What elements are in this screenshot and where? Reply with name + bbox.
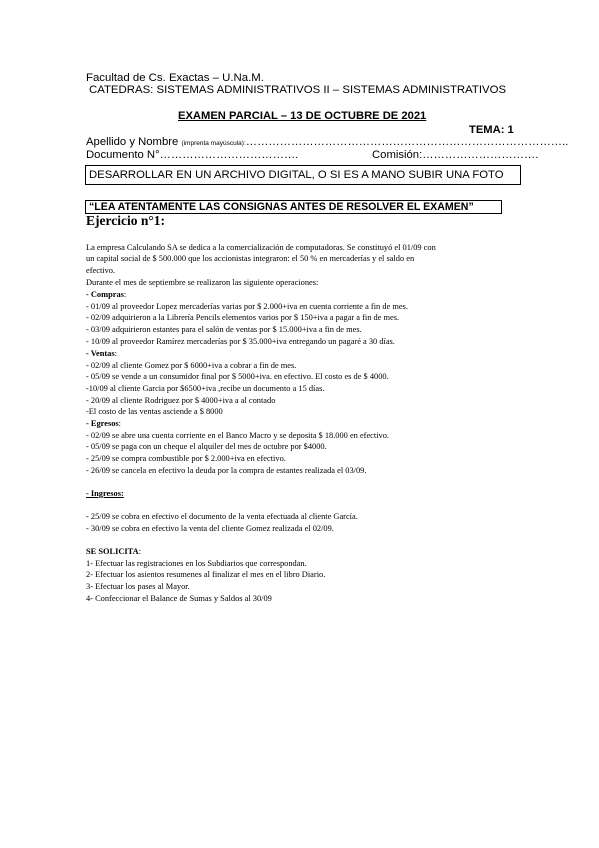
faculty-line: Facultad de Cs. Exactas – U.Na.M. bbox=[86, 72, 264, 84]
chairs-line: CATEDRAS: SISTEMAS ADMINISTRATIVOS II – SISTEMAS ADMINISTRATIVOS bbox=[89, 84, 507, 96]
ingresos-item: - 25/09 se cobra en efectivo el documento de la venta efectuada al cliente García. bbox=[86, 512, 358, 521]
intro-line: La empresa Calculando SA se dedica a la comercialización de computadoras. Se constituyó el 01/09 con bbox=[86, 243, 436, 252]
document-dots: ………………………………. bbox=[159, 149, 299, 161]
solicita-item: 3- Efectuar los pases al Mayor. bbox=[86, 582, 190, 591]
compras-item: - 03/09 adquirieron estantes para el salón de ventas por $ 15.000+iva a fin de mes. bbox=[86, 325, 362, 334]
exam-title: EXAMEN PARCIAL – 13 DE OCTUBRE DE 2021 bbox=[178, 110, 427, 122]
compras-heading bbox=[86, 290, 126, 299]
warning-box bbox=[85, 200, 502, 214]
solicita-heading bbox=[86, 547, 141, 556]
document-label: Documento N° bbox=[86, 149, 160, 161]
solicita-item: 1- Efectuar las registraciones en los Subdiarios que correspondan. bbox=[86, 559, 307, 568]
solicita-item: 4- Confeccionar el Balance de Sumas y Saldos al 30/09 bbox=[86, 594, 272, 603]
exercise-title: Ejercicio n°1: bbox=[86, 213, 166, 228]
tema-label: TEMA: 1 bbox=[469, 124, 514, 136]
name-label: Apellido y Nombre bbox=[86, 136, 179, 148]
name-field bbox=[86, 136, 568, 148]
ventas-item: - 20/09 al cliente Rodriguez por $ 4000+iva a al contado bbox=[86, 396, 276, 405]
solicita-heading-text: SE SOLICITA bbox=[86, 547, 139, 556]
solicita-item: 2- Efectuar los asientos resumenes al finalizar el mes en el libro Diario. bbox=[86, 570, 326, 579]
ventas-item: - 05/09 se vende a un consumidor final por $ 5000+iva. en efectivo. El costo es de $ 4000. bbox=[86, 372, 389, 381]
ventas-heading-text: - Ventas bbox=[86, 349, 115, 358]
ventas-item: -El costo de las ventas asciende a $ 8000 bbox=[86, 407, 223, 416]
ventas-item: - 02/09 al cliente Gomez por $ 6000+iva a cobrar a fin de mes. bbox=[86, 361, 297, 370]
egresos-item: - 05/09 se paga con un cheque el alquiler del mes de octubre por $4000. bbox=[86, 442, 327, 451]
commission-dots: …………………………. bbox=[422, 149, 539, 161]
intro-line: efectivo. bbox=[86, 266, 116, 275]
instruction-text: DESARROLLAR EN UN ARCHIVO DIGITAL, O SI ES A MANO SUBIR UNA FOTO bbox=[89, 169, 504, 181]
document-field bbox=[86, 149, 298, 161]
egresos-item: - 02/09 se abre una cuenta corriente en el Banco Macro y se deposita $ 18.000 en efectivo. bbox=[86, 431, 390, 440]
compras-heading-text: - Compras bbox=[86, 290, 124, 299]
egresos-item: - 26/09 se cancela en efectivo la deuda por la compra de estantes realizada el 03/09. bbox=[86, 466, 367, 475]
egresos-heading bbox=[86, 419, 121, 428]
warning-text: “LEA ATENTAMENTE LAS CONSIGNAS ANTES DE RESOLVER EL EXAMEN” bbox=[89, 201, 474, 213]
compras-item: - 01/09 al proveedor Lopez mercaderías varias por $ 2.000+iva en cuenta corriente a fin de mes. bbox=[86, 302, 408, 311]
commission-label: Comisión: bbox=[372, 149, 423, 161]
compras-colon: : bbox=[123, 290, 127, 299]
ingresos-heading: - Ingresos: bbox=[86, 489, 124, 498]
compras-item: - 10/09 al proveedor Ramírez mercaderías por $ 35.000+iva entregando un pagaré a 30 días. bbox=[86, 337, 395, 346]
solicita-colon: : bbox=[138, 547, 142, 556]
ventas-item: -10/09 al cliente Garcia por $6500+iva ,recibe un documento a 15 días. bbox=[86, 384, 325, 393]
commission-field bbox=[372, 149, 538, 161]
egresos-heading-text: - Egresos bbox=[86, 419, 119, 428]
intro-line: un capital social de $ 500.000 que los accionistas integraron: el 50 % en mercaderías y el saldo en bbox=[86, 254, 415, 263]
name-hint: (imprenta mayúscula): bbox=[181, 140, 246, 147]
intro-line: Durante el mes de septiembre se realizaron las siguiente operaciones: bbox=[86, 278, 319, 287]
ventas-heading bbox=[86, 349, 117, 358]
egresos-colon: : bbox=[118, 419, 121, 428]
name-dots: ………………………………………………………………………….. bbox=[245, 136, 569, 148]
instruction-box bbox=[85, 165, 521, 185]
compras-item: - 02/09 adquirieron a la Librería Pencils elementos varios por $ 150+iva a pagar a fin de mes. bbox=[86, 313, 400, 322]
egresos-item: - 25/09 se compra combustible por $ 2.000+iva en efectivo. bbox=[86, 454, 286, 463]
ventas-colon: : bbox=[114, 349, 117, 358]
ingresos-item: - 30/09 se cobra en efectivo la venta del cliente Gomez realizada el 02/09. bbox=[86, 524, 334, 533]
